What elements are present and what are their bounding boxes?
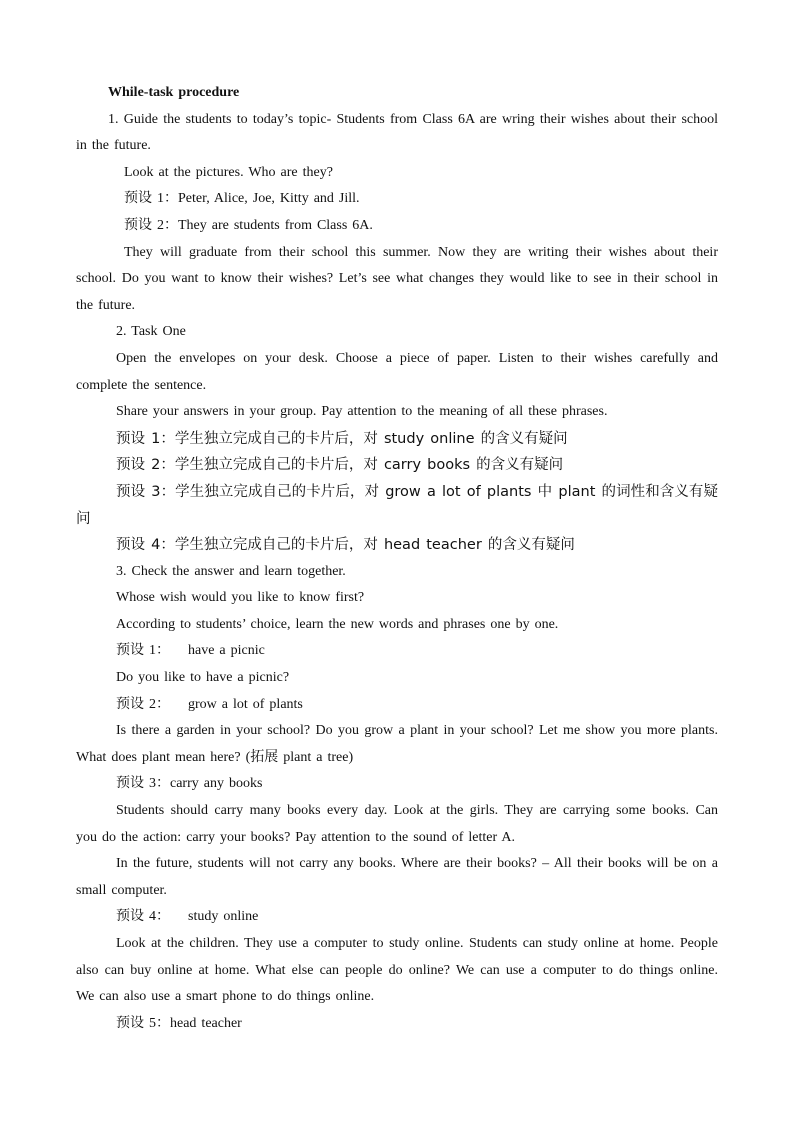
according-paragraph: According to students’ choice, learn the new words and phrases one by one. (116, 616, 559, 632)
task-preset-2: 预设 2：学生独立完成自己的卡片后，对 carry books 的含义有疑问 (116, 457, 564, 474)
step-1-paragraph: 1. Guide the students to today’s topic- Students from Class 6A are wring their wishes about their school in the future. (76, 111, 718, 154)
task-one-title: 2. Task One (116, 324, 186, 340)
plants-paragraph: Is there a garden in your school? Do you grow a plant in your school? Let me show you more plants. What does plant mean here? (拓展 plant a tree) (76, 723, 718, 765)
look-question: Look at the pictures. Who are they? (124, 164, 333, 180)
preset-2-answer: 预设 2：They are students from Class 6A. (124, 217, 373, 233)
preset-label: 预设 4： (116, 909, 170, 925)
preset-online (76, 904, 718, 931)
preset-head-teacher: 预设 5：head teacher (116, 1015, 242, 1031)
preset-text: grow a lot of plants (188, 696, 303, 712)
preset-picnic (76, 638, 718, 665)
check-answer-title: 3. Check the answer and learn together. (116, 563, 346, 579)
carry-paragraph: Students should carry many books every day. Look at the girls. They are carrying some books. Can you do the action: carry your books? Pay attention to the sound of letter A. (76, 803, 718, 845)
whose-wish-question: Whose wish would you like to know first? (116, 590, 365, 606)
preset-carry: 预设 3：carry any books (116, 776, 263, 792)
future-paragraph: In the future, students will not carry any books. Where are their books? – All their books will be on a small computer. (76, 856, 718, 898)
envelopes-paragraph: Open the envelopes on your desk. Choose a piece of paper. Listen to their wishes carefully and complete the sentence. (76, 350, 718, 393)
online-paragraph: Look at the children. They use a computer to study online. Students can study online at home. People also can buy online at home. What else can people do online? We can use a computer to do things online. We can also use a smart phone to do things online. (76, 936, 718, 1005)
task-preset-4: 预设 4：学生独立完成自己的卡片后，对 head teacher 的含义有疑问 (116, 537, 575, 554)
preset-label: 预设 1： (116, 643, 170, 659)
preset-text: have a picnic (188, 643, 265, 659)
preset-plants (76, 692, 718, 719)
task-preset-3: 预设 3：学生独立完成自己的卡片后，对 grow a lot of plants 中 plant 的词性和含义有疑问 (76, 483, 718, 527)
task-preset-1: 预设 1：学生独立完成自己的卡片后，对 study online 的含义有疑问 (116, 430, 568, 447)
document-page (76, 80, 718, 1037)
preset-1-answer: 预设 1：Peter, Alice, Joe, Kitty and Jill. (124, 191, 360, 207)
preset-label: 预设 2： (116, 696, 170, 712)
share-paragraph: Share your answers in your group. Pay attention to the meaning of all these phrases. (116, 404, 608, 420)
section-heading: While-task procedure (108, 85, 240, 100)
preset-text: study online (188, 909, 259, 925)
picnic-question: Do you like to have a picnic? (116, 670, 290, 686)
graduate-paragraph: They will graduate from their school this summer. Now they are writing their wishes about their school. Do you want to know their wishes? Let’s see what changes they would like to see in their school in the future. (76, 244, 718, 313)
